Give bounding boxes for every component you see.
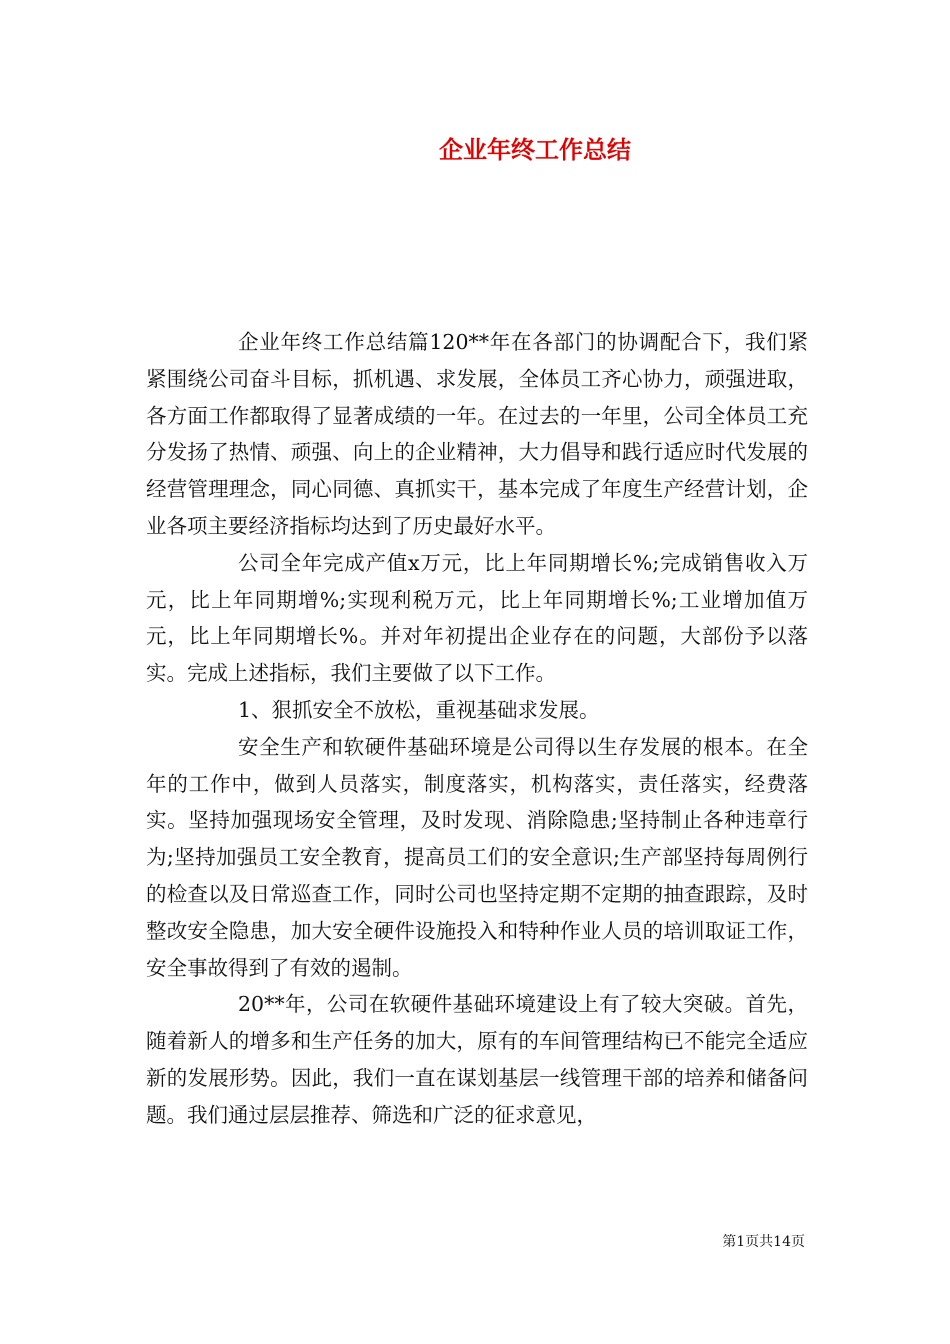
page-number: 第1页共14页 bbox=[722, 1234, 805, 1250]
paragraph-safety: 安全生产和软硬件基础环境是公司得以生存发展的根本。在全年的工作中，做到人员落实，制度落实，机构落实，责任落实，经费落实。坚持加强现场安全管理，及时发现、消除隐患;坚持制止各种违章行为;坚持加强员工安全教育，提高员工们的安全意识;生产部坚持每周例行的检查以及日常巡查工作，同时公司也坚持定期不定期的抽查跟踪，及时整改安全隐患，加大安全硬件设施投入和特种作业人员的培训取证工作，安全事故得到了有效的遏制。 bbox=[146, 734, 808, 980]
paragraph-infrastructure: 20**年，公司在软硬件基础环境建设上有了较大突破。首先，随着新人的增多和生产任务的加大，原有的车间管理结构已不能完全适应新的发展形势。因此，我们一直在谋划基层一线管理干部的培养和储备问题。我们通过层层推荐、筛选和广泛的征求意见， bbox=[146, 992, 808, 1127]
paragraph-indicators: 公司全年完成产值x万元，比上年同期增长%;完成销售收入万元，比上年同期增%;实现利税万元，比上年同期增长%;工业增加值万元，比上年同期增长%。并对年初提出企业存在的问题，大部份予以落实。完成上述指标，我们主要做了以下工作。 bbox=[146, 550, 808, 686]
section-heading-safety: 1、狠抓安全不放松，重视基础求发展。 bbox=[238, 697, 600, 722]
paragraph-intro: 企业年终工作总结篇120**年在各部门的协调配合下，我们紧紧围绕公司奋斗目标，抓机遇、求发展，全体员工齐心协力，顽强进取，各方面工作都取得了显著成绩的一年。在过去的一年里，公司全体员工充分发扬了热情、顽强、向上的企业精神，大力倡导和践行适应时代发展的经营管理理念，同心同德、真抓实干，基本完成了年度生产经营计划，企业各项主要经济指标均达到了历史最好水平。 bbox=[146, 330, 808, 538]
document-title: 企业年终工作总结 bbox=[439, 135, 631, 164]
document-body bbox=[146, 324, 808, 1134]
